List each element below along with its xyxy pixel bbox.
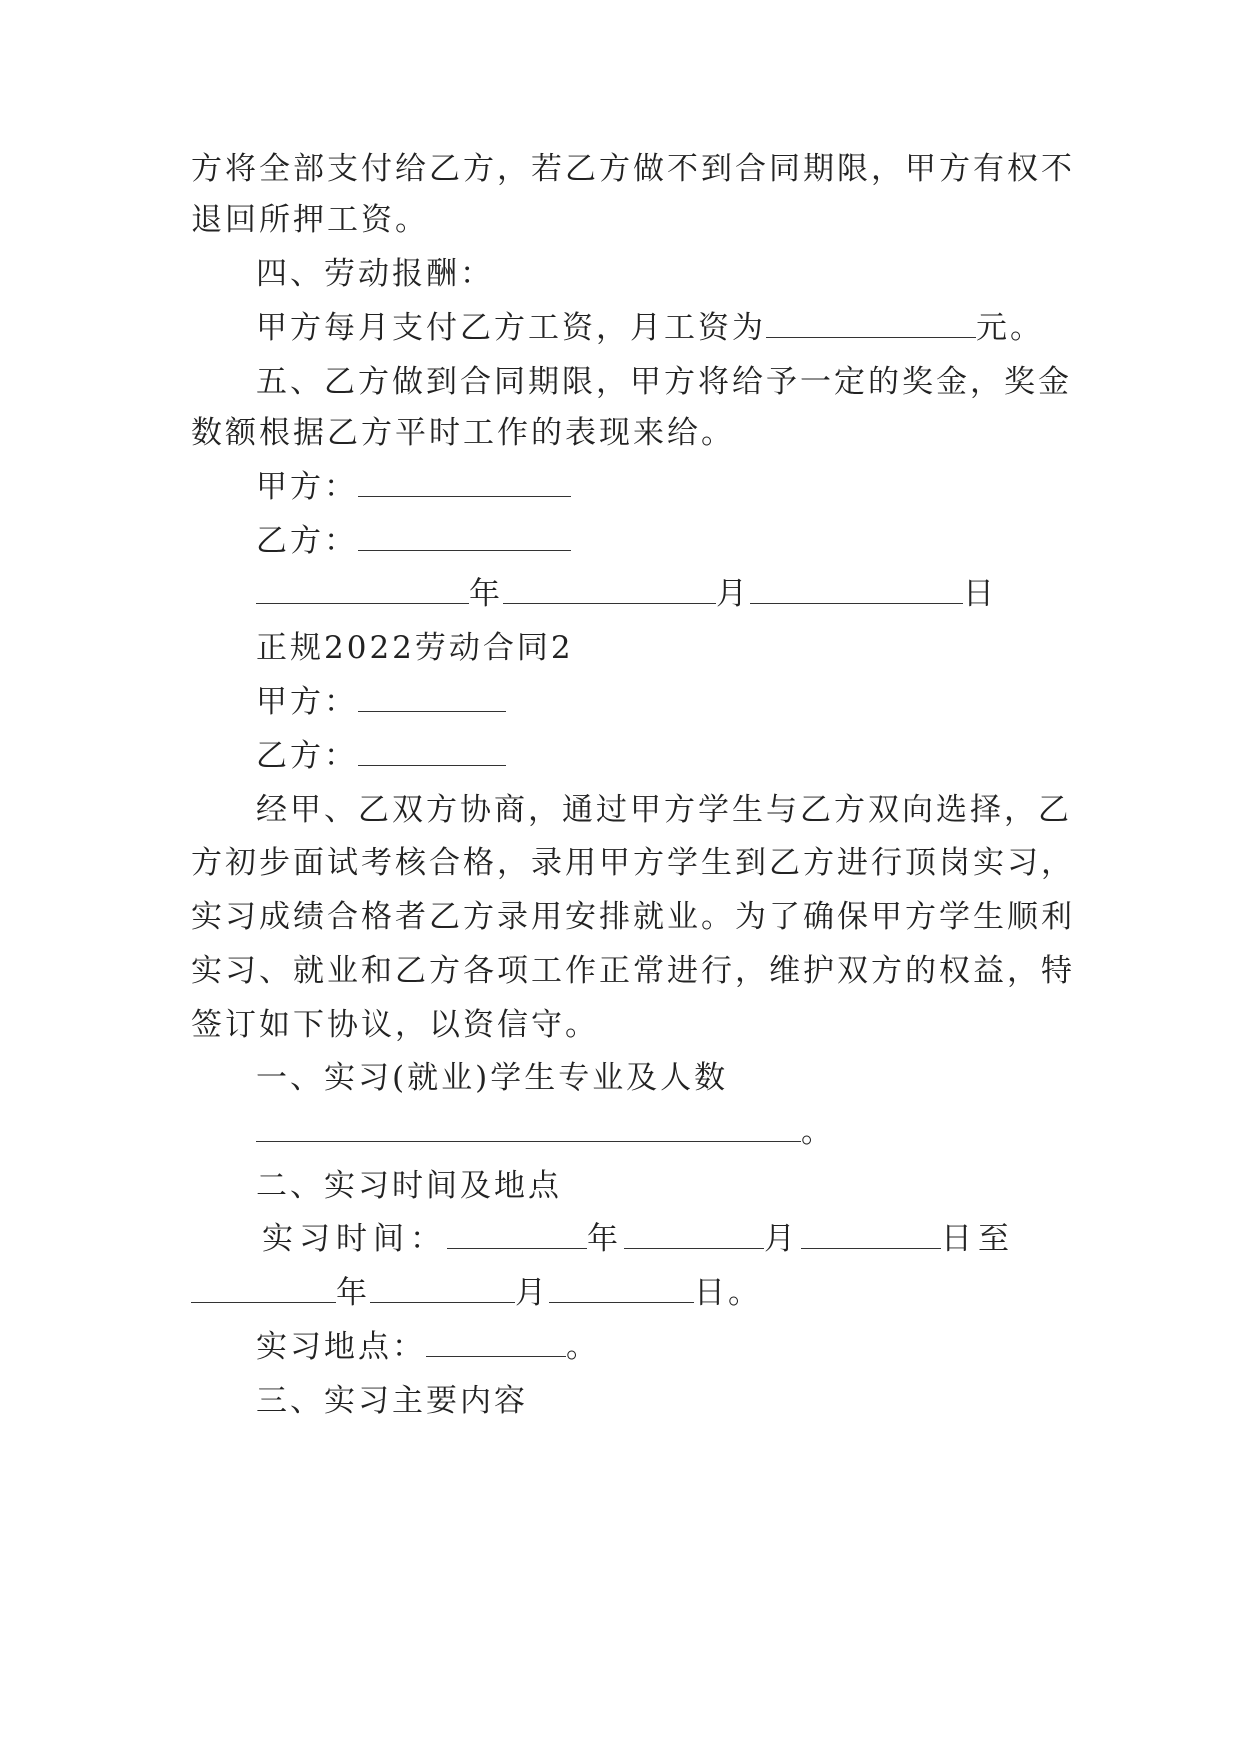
major-count-blank [256,1115,801,1142]
year-label: 年 [336,1275,370,1311]
start-month-blank [624,1222,764,1249]
start-day-blank [801,1222,941,1249]
party-b-label: 乙方： [256,523,358,559]
day-end-label: 日。 [694,1275,762,1311]
party-b-blank [358,739,506,766]
party-a-label: 甲方： [256,684,358,720]
period: 。 [801,1114,835,1150]
party-b-line [256,521,571,561]
item-heading: 一、实习(就业)学生专业及人数 [256,1060,729,1096]
time-line [262,1219,1015,1259]
intro-text: 经甲、乙双方协商，通过甲方学生与乙方双向选择，乙 [256,792,1072,828]
month-label: 月 [515,1275,549,1311]
year-label: 年 [469,576,503,612]
pay-suffix: 元。 [976,310,1044,346]
month-label: 月 [764,1221,801,1257]
end-day-blank [549,1276,694,1303]
place-blank [426,1330,566,1357]
year-label: 年 [587,1221,624,1257]
contract2-party-a-line [256,682,506,722]
party-b-blank [358,524,571,551]
party-a-blank [358,685,506,712]
pay-text: 甲方每月支付乙方工资，月工资为 [256,310,766,346]
time-label: 实习时间： [262,1221,447,1257]
party-b-label: 乙方： [256,738,358,774]
item-heading: 二、实习时间及地点 [256,1168,562,1204]
intro-text: 方初步面试考核合格，录用甲方学生到乙方进行顶岗实习， [191,845,1075,881]
place-line [256,1327,600,1367]
item-1-blank-line [256,1112,835,1152]
month-label: 月 [716,576,750,612]
intro-text: 签订如下协议，以资信守。 [191,1007,599,1043]
section-heading: 四、劳动报酬： [256,256,494,292]
pay-line [256,308,1044,348]
year-blank [256,577,469,604]
party-a-line [256,467,571,507]
month-blank [503,577,716,604]
paragraph-text: 五、乙方做到合同期限，甲方将给予一定的奖金，奖金 [256,364,1072,400]
date-line [256,574,997,614]
day-blank [750,577,963,604]
day-to-label: 日至 [941,1221,1015,1257]
period: 。 [566,1329,600,1365]
place-label: 实习地点： [256,1329,426,1365]
party-a-blank [358,470,571,497]
end-month-blank [370,1276,515,1303]
salary-blank [766,311,976,338]
start-year-blank [447,1222,587,1249]
paragraph-text: 退回所押工资。 [191,202,429,238]
intro-text: 实习成绩合格者乙方录用安排就业。为了确保甲方学生顺利 [191,899,1075,935]
paragraph-text: 数额根据乙方平时工作的表现来给。 [191,415,735,451]
party-a-label: 甲方： [256,469,358,505]
time-line-2 [191,1273,762,1313]
item-heading: 三、实习主要内容 [256,1383,528,1419]
contract2-party-b-line [256,736,506,776]
contract-title: 正规2022劳动合同2 [256,630,574,666]
paragraph-text: 方将全部支付给乙方，若乙方做不到合同期限，甲方有权不 [191,151,1075,187]
end-year-blank [191,1276,336,1303]
day-label: 日 [963,576,997,612]
intro-text: 实习、就业和乙方各项工作正常进行，维护双方的权益，特 [191,953,1075,989]
